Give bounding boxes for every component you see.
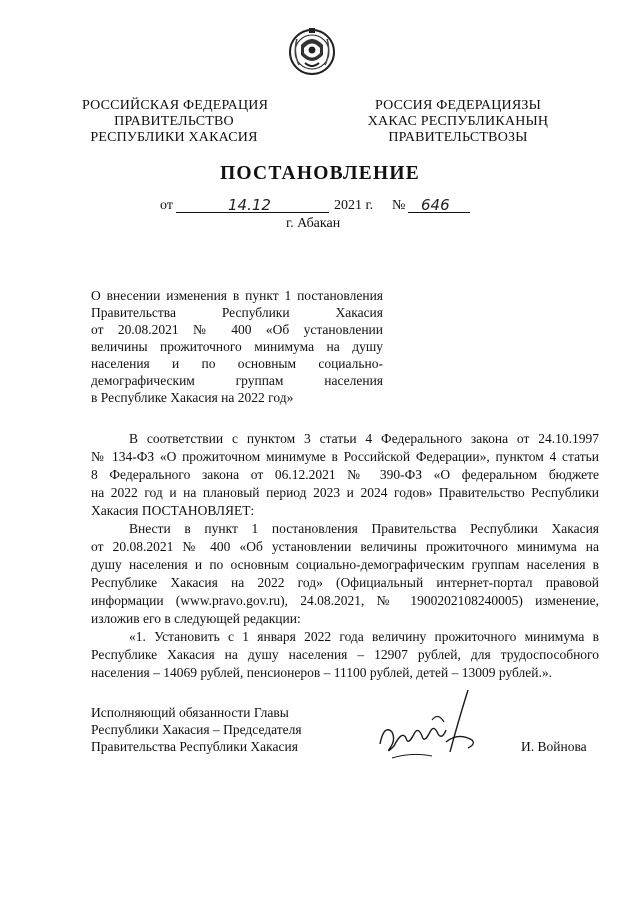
paragraph-preamble xyxy=(91,430,599,520)
date-line xyxy=(0,196,640,218)
header-left-line: РЕСПУБЛИКИ ХАКАСИЯ xyxy=(90,130,258,145)
paragraph-line: Хакасия ПОСТАНОВЛЯЕТ: xyxy=(91,503,255,518)
paragraph-line: душу населения и по основным социально-демографическим группам населения в xyxy=(91,557,599,572)
handwritten-signature xyxy=(372,682,492,770)
paragraph-line: В соответствии с пунктом 3 статьи 4 Федерального закона от 24.10.1997 xyxy=(129,431,599,446)
subject-line: величины прожиточного минимума на душу xyxy=(91,339,383,354)
subject-line: Правительства Республики Хакасия xyxy=(91,305,383,320)
signatory-name: И. Войнова xyxy=(521,739,587,754)
subject-block xyxy=(91,287,383,406)
header-left-line: ПРАВИТЕЛЬСТВО xyxy=(114,114,234,129)
paragraph-line: «1. Установить с 1 января 2022 года величину прожиточного минимума в xyxy=(129,629,599,644)
paragraph-line: Республике Хакасия на душу населения – 12907 рублей, для трудоспособного xyxy=(91,647,599,662)
paragraph-new-wording xyxy=(91,628,599,682)
subject-line: демографическим группам населения xyxy=(91,373,383,388)
signatory-line: Исполняющий обязанности Главы xyxy=(91,705,289,720)
number-prefix: № xyxy=(392,198,406,213)
paragraph-line: на 2022 год и на плановый период 2023 и 2024 годов» Правительство Республики xyxy=(91,485,599,500)
subject-line: в Республике Хакасия на 2022 год» xyxy=(91,390,294,405)
subject-line: населения и по основным социально- xyxy=(91,356,383,371)
header-right-line: ПРАВИТЕЛЬСТВОЗЫ xyxy=(388,130,528,145)
signatory-line: Правительства Республики Хакасия xyxy=(91,739,298,754)
paragraph-line: 8 Федерального закона от 06.12.2021 № 390-ФЗ «О федеральном бюджете xyxy=(91,467,599,482)
header-right-line: РОССИЯ ФЕДЕРАЦИЯЗЫ xyxy=(374,98,542,113)
paragraph-line: изложив его в следующей редакции: xyxy=(91,611,301,626)
year-text: 2021 г. xyxy=(334,198,374,213)
paragraph-line: населения – 14069 рублей, пенсионеров – 11100 рублей, детей – 13009 рублей.». xyxy=(91,665,552,680)
signatory-line: Республики Хакасия – Председателя xyxy=(91,722,302,737)
paragraph-line: Внести в пункт 1 постановления Правительства Республики Хакасия xyxy=(129,521,599,536)
header-left xyxy=(82,98,269,146)
number-value: 646 xyxy=(421,196,450,214)
date-value: 14.12 xyxy=(228,196,271,214)
header-left-line: РОССИЙСКАЯ ФЕДЕРАЦИЯ xyxy=(82,98,269,113)
paragraph-line: от 20.08.2021 № 400 «Об установлении величины прожиточного минимума на xyxy=(91,539,599,554)
paragraph-line: информации (www.pravo.gov.ru), 24.08.2021, № 1900202108240005) изменение, xyxy=(91,593,599,608)
subject-line: О внесении изменения в пункт 1 постановления xyxy=(91,288,383,303)
place: г. Абакан xyxy=(286,216,341,231)
paragraph-line: № 134-ФЗ «О прожиточном минимуме в Российской Федерации», пунктом 4 статьи xyxy=(91,449,599,464)
paragraph-decision xyxy=(91,520,599,628)
signatory-title xyxy=(91,704,351,755)
date-prefix: от xyxy=(160,198,173,213)
subject-line: от 20.08.2021 № 400 «Об установлении xyxy=(91,322,383,337)
coat-of-arms-icon xyxy=(287,25,337,79)
header-right-line: ХАКАС РЕСПУБЛИКАНЫҢ xyxy=(367,114,549,129)
paragraph-line: Республике Хакасия на 2022 год» (Официальный интернет-портал правовой xyxy=(91,575,599,590)
header-right xyxy=(362,98,554,146)
document-title: ПОСТАНОВЛЕНИЕ xyxy=(220,163,420,184)
